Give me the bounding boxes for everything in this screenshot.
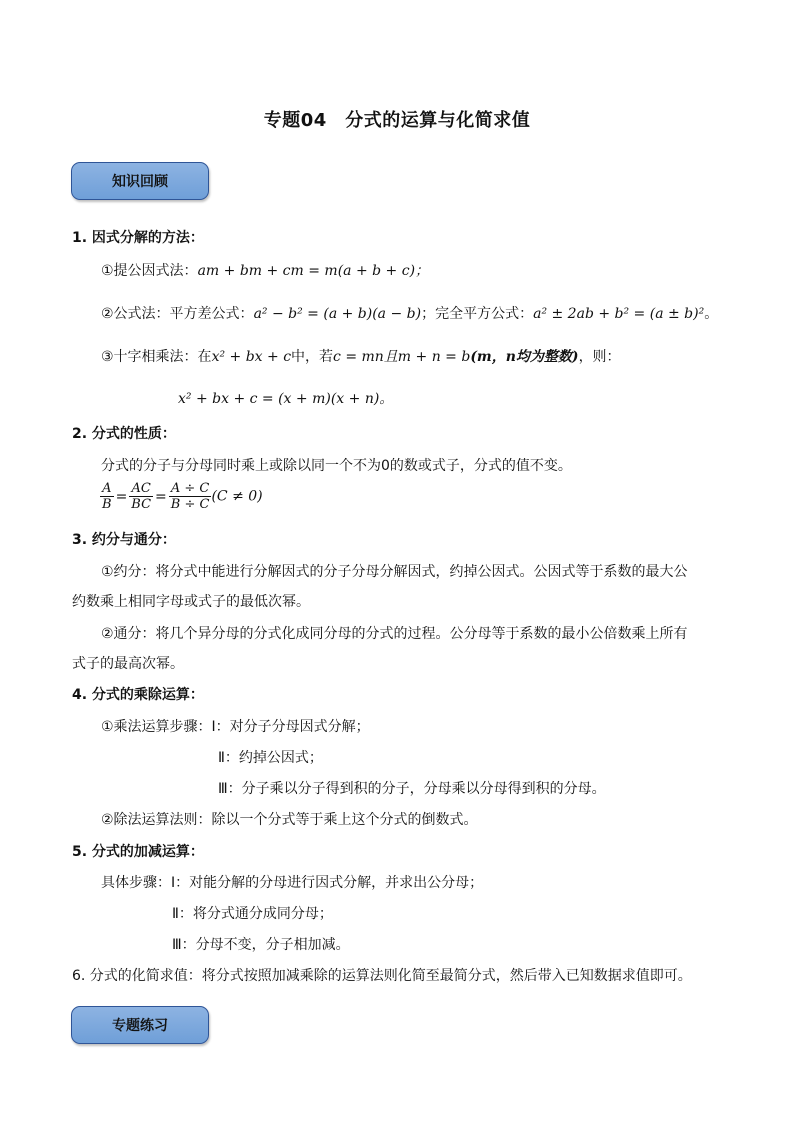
difference-of-squares-formula: a² − b² = (a + b)(a − b)	[253, 306, 422, 322]
item4-step2: Ⅱ：约掉公因式；	[218, 750, 323, 766]
method3-label: ③十字相乘法：在	[101, 349, 212, 365]
item4-step1: ①乘法运算步骤：Ⅰ：对分子分母因式分解；	[101, 719, 370, 735]
fraction-property-formula: $\frac{A}{B}$ = $\frac{AC}{BC}$ = $\frac{A \div C}{B \div C}$ (C ≠ 0)	[102, 481, 263, 512]
method3-end: ，则：	[578, 349, 621, 365]
method3-expr: x² + bx + c	[211, 349, 292, 365]
section-label-review: 知识回顾	[71, 162, 209, 200]
fraction-condition: (C ≠ 0)	[211, 488, 263, 505]
item2-text: 分式的分子与分母同时乘上或除以同一个不为0的数或式子，分式的值不变。	[101, 458, 572, 474]
item1-method3	[101, 348, 621, 366]
method1-formula: am + bm + cm = m(a + b + c)；	[197, 263, 430, 279]
page-title: 专题04 分式的运算与化简求值	[263, 110, 531, 131]
item2-heading: 2. 分式的性质：	[72, 426, 176, 442]
item1-heading: 1. 因式分解的方法：	[72, 230, 204, 246]
item3-p2-line1: ②通分：将几个异分母的分式化成同分母的分式的过程。公分母等于系数的最小公倍数乘上所有	[101, 626, 688, 642]
item5-heading: 5. 分式的加减运算：	[72, 844, 204, 860]
item3-p1-line2: 约数乘上相同字母或式子的最低次幂。	[72, 594, 310, 610]
fraction-1: $\frac{A}{B}$	[102, 481, 112, 512]
method2-mid: ；完全平方公式：	[421, 306, 534, 322]
item5-step3: Ⅲ：分母不变，分子相加减。	[172, 937, 350, 953]
item3-heading: 3. 约分与通分：	[72, 532, 176, 548]
method3-paren: (m，n均为整数)	[470, 349, 579, 365]
item1-method2	[101, 305, 718, 323]
method3-result: x² + bx + c = (x + m)(x + n)。	[178, 391, 394, 407]
item3-p1-line1: ①约分：将分式中能进行分解因式的分子分母分解因式，约掉公因式。公因式等于系数的最大公	[101, 564, 688, 580]
item6-text: 6. 分式的化简求值：将分式按照加减乘除的运算法则化简至最简分式，然后带入已知数据求值即可。	[72, 968, 692, 984]
fraction-2: $\frac{AC}{BC}$	[131, 481, 152, 512]
method2-end: 。	[704, 306, 719, 322]
perfect-square-formula: a² ± 2ab + b² = (a ± b)²	[533, 306, 705, 322]
item5-step1: 具体步骤：Ⅰ：对能分解的分母进行因式分解，并求出公分母；	[101, 875, 484, 891]
fraction-3: $\frac{A \div C}{B \div C}$	[170, 481, 210, 512]
section-label-practice: 专题练习	[71, 1006, 209, 1044]
item1-method1	[101, 262, 429, 280]
method2-label: ②公式法：平方差公式：	[101, 306, 254, 322]
method3-mid: 中，若	[291, 349, 334, 365]
item4-heading: 4. 分式的乘除运算：	[72, 687, 204, 703]
item3-p2-line2: 式子的最高次幂。	[72, 656, 184, 672]
method3-condition: c = mn且m + n = b	[333, 349, 471, 365]
item4-step3: Ⅲ：分子乘以分子得到积的分子，分母乘以分母得到积的分母。	[218, 781, 606, 797]
item4-step4: ②除法运算法则：除以一个分式等于乘上这个分式的倒数式。	[101, 812, 478, 828]
method1-label: ①提公因式法：	[101, 263, 198, 279]
item5-step2: Ⅱ：将分式通分成同分母；	[172, 906, 333, 922]
